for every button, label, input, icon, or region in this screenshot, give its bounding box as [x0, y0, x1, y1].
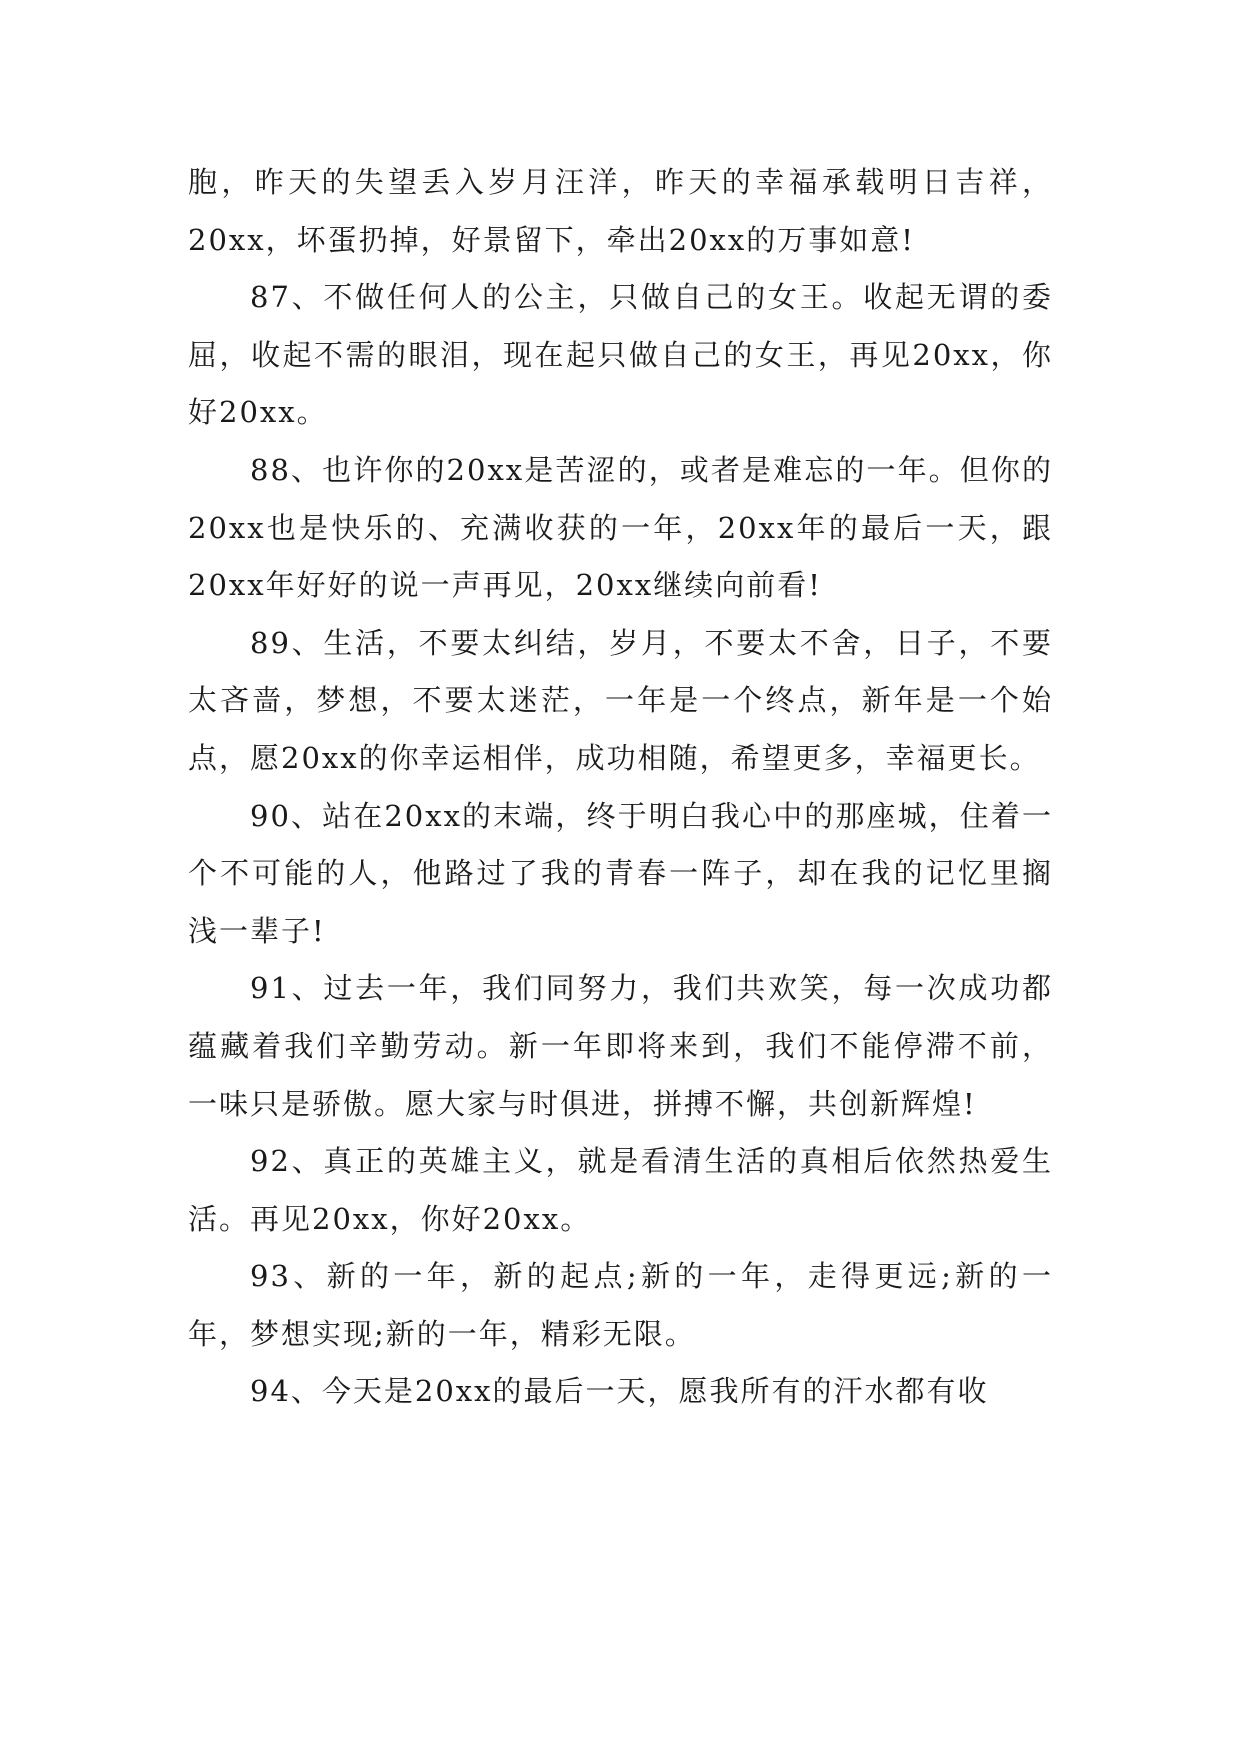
paragraph-94: 94、今天是20xx的最后一天，愿我所有的汗水都有收: [250, 1374, 989, 1409]
paragraph-89: 89、生活，不要太纠结，岁月，不要太不舍，日子，不要太吝啬，梦想，不要太迷茫，一年是一个终点，新年是一个始点，愿20xx的你幸运相伴，成功相随，希望更多，幸福更长。: [188, 625, 1053, 775]
paragraph-90: 90、站在20xx的末端，终于明白我心中的那座城，住着一个不可能的人，他路过了我的青春一阵子，却在我的记忆里搁浅一辈子!: [188, 798, 1053, 948]
document-body: [188, 154, 1053, 1421]
paragraph-93: 93、新的一年，新的起点;新的一年，走得更远;新的一年，梦想实现;新的一年，精彩无限。: [188, 1259, 1053, 1351]
paragraph-86-continued: 胞，昨天的失望丢入岁月汪洋，昨天的幸福承载明日吉祥，20xx，坏蛋扔掉，好景留下，牵出20xx的万事如意!: [188, 165, 1053, 257]
paragraph-91: 91、过去一年，我们同努力，我们共欢笑，每一次成功都蕴藏着我们辛勤劳动。新一年即将来到，我们不能停滞不前，一味只是骄傲。愿大家与时俱进，拼搏不懈，共创新辉煌!: [188, 971, 1053, 1121]
paragraph-87: 87、不做任何人的公主，只做自己的女王。收起无谓的委屈，收起不需的眼泪，现在起只做自己的女王，再见20xx，你好20xx。: [188, 280, 1053, 430]
paragraph-92: 92、真正的英雄主义，就是看清生活的真相后依然热爱生活。再见20xx，你好20xx。: [188, 1144, 1053, 1236]
paragraph-88: 88、也许你的20xx是苦涩的，或者是难忘的一年。但你的20xx也是快乐的、充满收获的一年，20xx年的最后一天，跟20xx年好好的说一声再见，20xx继续向前看!: [188, 452, 1053, 603]
